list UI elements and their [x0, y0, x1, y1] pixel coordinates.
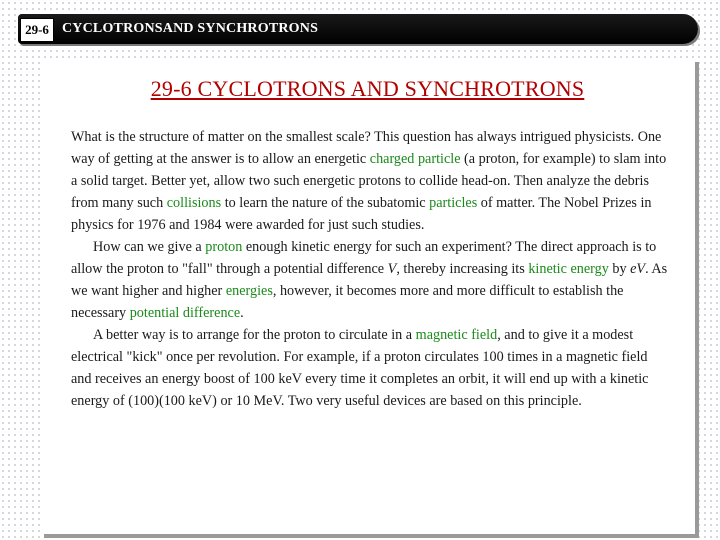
paragraph-2	[71, 236, 671, 324]
paragraph-1	[71, 126, 671, 236]
section-number: 29-6	[20, 18, 54, 42]
text-run: .	[240, 305, 244, 321]
header-title: CYCLOTRONSAND SYNCHROTRONS	[62, 21, 319, 36]
link-proton[interactable]: proton	[205, 239, 243, 255]
text-run: enough kinetic energy for such an experiment? The direct approach is to allow the proton to "fall" through a potential difference	[71, 239, 657, 277]
text-run: of matter. The Nobel Prizes in physics for 1976 and 1984 were awarded for just such studies.	[71, 195, 652, 233]
text-run: , however, it becomes more and more difficult to establish the necessary	[71, 283, 624, 321]
link-energies[interactable]: energies	[225, 283, 273, 299]
link-kinetic-energy[interactable]: kinetic energy	[528, 261, 609, 277]
body-text	[71, 126, 671, 412]
text-run: by	[608, 261, 631, 277]
content-panel	[40, 58, 695, 534]
text-run: , and to give it a modest electrical "kick" once per revolution. For example, if a proton circulates 100 times in a magnetic field and receives an energy boost of 100 keV every time it completes an orbit, it will end up with a kinetic energy of (100)(100 keV) or 10 MeV. Two very useful devices are based on this principle.	[71, 327, 649, 409]
link-magnetic-field[interactable]: magnetic field	[415, 327, 498, 343]
slide-title: 29-6 CYCLOTRONS AND SYNCHROTRONS	[150, 76, 585, 101]
link-potential-difference[interactable]: potential difference	[129, 305, 241, 321]
text-run: . As we want higher and higher	[71, 261, 668, 299]
variable-ev: eV	[630, 261, 646, 277]
paragraph-3	[71, 324, 671, 412]
link-collisions[interactable]: collisions	[166, 195, 222, 211]
variable-v: V	[387, 261, 397, 277]
text-run: How can we give a	[93, 239, 206, 255]
text-run: , thereby increasing its	[396, 261, 529, 277]
text-run: (a proton, for example) to slam into a solid target. Better yet, allow two such energetic protons to collide head-on. Then analyze the debris from many such	[71, 151, 667, 211]
link-charged-particle[interactable]: charged particle	[369, 151, 461, 167]
text-run: to learn the nature of the subatomic	[221, 195, 430, 211]
text-run: A better way is to arrange for the proton to circulate in a	[93, 327, 416, 343]
link-particles[interactable]: particles	[429, 195, 478, 211]
text-run: What is the structure of matter on the smallest scale? This question has always intrigued physicists. One way of getting at the answer is to allow an energetic	[71, 129, 662, 167]
